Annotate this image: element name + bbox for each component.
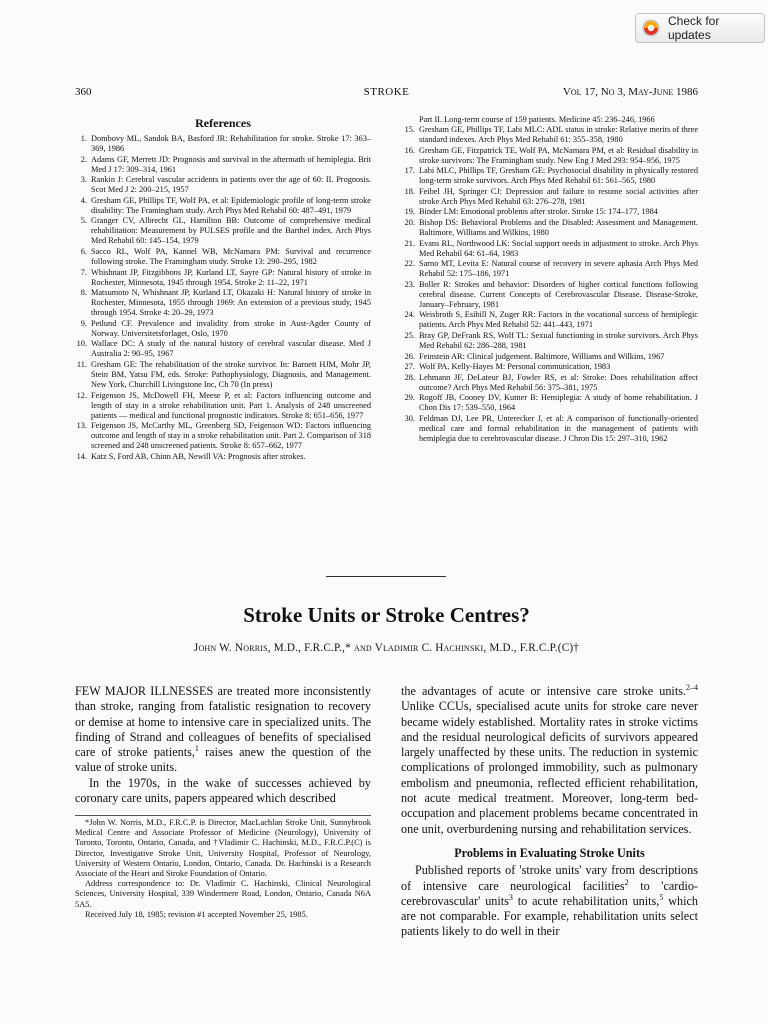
- reference-item: 3. Rankin J: Cerebral vascular accidents in patients over the age of 60: II. Prognosis. Scot Med J 2: 200–215, 1957: [80, 175, 371, 195]
- footnote-affiliation: *John W. Norris, M.D., F.R.C.P. is Director, MacLachlan Stroke Unit, Sunnybrook Medical Centre and Associate Professor of Medicine (Neurology), University of Toronto, Toronto, Ontario, Canada, and †Vladimir C. Hachinski, M.D., F.R.C.P.(C) is Director, Investigative Stroke Unit, University Hospital, Professor of Neurology, University of Western Ontario, London, Ontario, Canada. Dr. Hachinski is a Research Associate of the Heart and Stroke Foundation of Ontario.: [75, 818, 371, 879]
- reference-item: 5. Granger CV, Albrecht GL, Hamilton BB: Outcome of comprehensive medical rehabilitation: Measurement by PULSES profile and the Barthel index. Arch Phys Med Rehabil 60: 145–154, 1979: [80, 216, 371, 246]
- citation-marker: 2: [624, 877, 629, 887]
- running-head: [75, 86, 698, 102]
- section-subheading: Problems in Evaluating Stroke Units: [454, 845, 645, 860]
- footnote-correspondence: Address correspondence to: Dr. Vladimir C. Hachinski, Clinical Neurological Sciences, University Hospital, 339 Windermere Road, London, Ontario, Canada N6A 5A5.: [75, 879, 371, 909]
- reference-item: 16. Gresham GE, Fitzpatrick TE, Wolf PA, McNamara PM, et al: Residual disability in stroke survivors: The Framingham study. New Eng J Med 293: 954–956, 1975: [404, 145, 698, 165]
- section-divider: [326, 576, 446, 577]
- lead-in-text: FEW MAJOR ILLNESSES: [75, 684, 214, 698]
- reference-item: 9. Petlund CF. Prevalence and invalidity from stroke in Aust-Agder County of Norway. Universitetsforlaget, Oslo, 1970: [80, 318, 371, 338]
- body-paragraph: In the 1970s, in the wake of successes achieved by coronary care units, papers appeared which described: [75, 775, 371, 806]
- reference-item: 22. Sarno MT, Levita E: Natural course of recovery in severe aphasia Arch Phys Med Rehabil 52: 175–186, 1971: [404, 259, 698, 279]
- reference-item: 2. Adams GF, Merrett JD: Prognosis and survival in the aftermath of hemiplegia. Brit Med J 17: 309–314, 1961: [80, 154, 371, 174]
- reference-item: 18. Feibel JH, Springer CJ: Depression and failure to resume social activities after stroke Arch Phys Med Rehabil 63: 276–278, 1981: [404, 186, 698, 206]
- check-updates-icon: [642, 19, 660, 37]
- citation-marker: 3: [508, 892, 513, 902]
- journal-name: STROKE: [363, 86, 410, 98]
- reference-item: 1. Dombovy ML, Sandok BA, Basford JR: Rehabilitation for stroke. Stroke 17: 363–369, 1986: [80, 134, 371, 153]
- reference-item: 10. Wallace DC: A study of the natural history of cerebral vascular disease. Med J Australia 2: 90–95, 1967: [76, 339, 371, 359]
- issue-info: Vol 17, No 3, May-June 1986: [562, 86, 698, 98]
- author-footnotes: [75, 818, 371, 920]
- body-left-column: [75, 684, 371, 806]
- reference-continuation: Part II. Long-term course of 159 patients. Medicine 45: 236–246, 1966: [419, 115, 655, 124]
- footnote-rule: [75, 815, 371, 816]
- footnote-received: Received July 18, 1985; revision #1 accepted November 25, 1985.: [85, 909, 308, 919]
- citation-marker: 2–4: [686, 682, 698, 692]
- reference-item: 24. Weisbroth S, Esibill N, Zuger RR: Factors in the vocational success of hemiplegic patients. Arch Phys Med Rehabil 52: 441–443, 1971: [404, 310, 698, 330]
- reference-item: 27. Wolf PA, Kelly-Hayes M: Personal communication, 1983: [404, 362, 611, 372]
- reference-item: 29. Rogoff JB, Cooney DV, Kutner B: Hemiplegia: A study of home rehabilitation. J Chon Dis 17: 539–550, 1964: [404, 393, 698, 413]
- citation-marker: 1: [194, 744, 199, 754]
- reference-item: 7. Whishnant JP, Fitzgibbons JP, Kurland LT, Sayre GP: Natural history of stroke in Rochester, Minnesota, 1945 through 1954. Stroke 2: 11–22, 1971: [80, 267, 371, 287]
- references-heading: References: [195, 116, 251, 130]
- check-for-updates-label: Check for updates: [668, 14, 720, 42]
- reference-item: 28. Lehmann JF, DeLateur BJ, Fowler RS, et al: Stroke: Does rehabilitation affect outcome? Arch Phys Med Rehabil 56: 375–381, 1975: [404, 372, 698, 392]
- references-right-column: [403, 115, 698, 445]
- reference-item: 8. Matsumoto N, Whishnant JP, Kurland LT, Okazaki H: Natural history of stroke in Rochester, Minnesota, 1955 through 1969: An extension of a previous study, 1945 through 1954. Stroke 4: 20–29, 1973: [80, 288, 371, 318]
- body-right-column: [401, 684, 698, 940]
- reference-item: 4. Gresham GE, Phillips TF, Wolf PA, et al: Epidemiologic profile of long-term stroke disability: The Framingham study. Arch Phys Med Rehabil 60: 487–491, 1979: [80, 195, 371, 215]
- reference-item: 20. Bishop DS: Behavioral Problems and the Disabled: Assessment and Management. Baltimore, Williams and Wilkins, 1980: [404, 217, 698, 237]
- reference-item: 26. Feinstein AR: Clinical judgement. Baltimore, Williams and Wilkins, 1967: [404, 351, 665, 361]
- reference-item: 17. Labi MLC, Phillips TF, Gresham GE: Psychosocial disability in physically restored long-term stroke survivors. Arch Phys Med Rehabil 61: 561–565, 1980: [404, 166, 698, 186]
- reference-item: 14. Katz S, Ford AB, Chinn AB, Newill VA: Prognosis after strokes.: [76, 451, 306, 461]
- article-title: Stroke Units or Stroke Centres?: [243, 603, 530, 627]
- reference-item: 15. Gresham GE, Phillips TF, Labi MLC: ADL status in stroke: Relative merits of three standard indexes. Arch Phys Med Rehabil 61: 355–358, 1980: [404, 125, 698, 144]
- reference-item: 12. Feigenson JS, McDowell FH, Meese P, et al: Factors influencing outcome and length of stay in a stroke rehabilitation unit. Part 1. Analysis of 248 unscreened patients — medical and functional prognostic indicators. Stroke 8: 651–656, 1977: [76, 390, 371, 420]
- body-paragraph: FEW MAJOR ILLNESSES are treated more inconsistently than stroke, ranging from fatalistic resignation to recovery or demise at home to intensive care in specialized units. The finding of Strand and colleagues of benefits of specialised care of stroke patients,$^1$ raises anew the question of the value of stroke units.: [75, 684, 371, 775]
- citation-marker: 5: [659, 892, 664, 902]
- body-paragraph: the advantages of acute or intensive care stroke units.$^{2-4}$ Unlike CCUs, specialised acute units for stroke care never became widely established. Mortality rates in stroke victims and the residual neurological deficits of survivors appeared largely unaffected by these units. The reduction in systemic complications of prolonged immobility, such as pulmonary embolism and pneumonia, reflected efficient rehabilitation, not acute medical treatment. Moreover, long-term bed-occupation and placement problems became concentrated in one unit, overburdening nursing and rehabilitation services.: [401, 682, 698, 836]
- body-paragraph: Published reports of 'stroke units' vary from descriptions of intensive care neurological facilities$^2$ to 'cardio-cerebrovascular' units$^3$ to acute rehabilitation units,$^5$ which are not comparable. For example, rehabilitation units select patients likely to do well in their: [401, 863, 698, 939]
- check-for-updates-button[interactable]: [635, 13, 765, 43]
- references-left-column: [75, 134, 371, 462]
- reference-item: 25. Bray GP, DeFrank RS, Wolf TL: Sexual functioning in stroke survivors. Arch Phys Med Rehabil 62: 286–288, 1981: [404, 330, 698, 350]
- article-authors: John W. Norris, M.D., F.R.C.P.,* and Vladimir C. Hachinski, M.D., F.R.C.P.(C)†: [193, 642, 580, 654]
- reference-item: 11. Gresham GE: The rehabilitation of the stroke survivor. In: Barnett HJM, Mohr JP, Stein BM, Yatsu FM, eds. Stroke: Pathophysiology, Diagnosis, and Management. New York, Churchill Livingstone Inc, Ch 70 (In press): [76, 359, 371, 389]
- reference-item: 6. Sacco RL, Wolf PA, Kannel WB, McNamara PM: Survival and recurrence following stroke. The Framingham study. Stroke 13: 290–295, 1982: [80, 246, 371, 266]
- reference-item: 19. Binder LM: Emotional problems after stroke. Stroke 15: 174–177, 1984: [404, 207, 658, 217]
- reference-item: 21. Evans RL, Northwood LK: Social support needs in adjustment to stroke. Arch Phys Med Rehabil 64: 61–64, 1983: [404, 238, 698, 258]
- reference-item: 30. Feldman DJ, Lee PR, Unterecker J, et al: A comparison of functionally-oriented medical care and formal rehabilitation in the management of patients with hemiplegia due to cerebrovascular disease. J Chron Dis 15: 297–310, 1962: [404, 413, 698, 443]
- reference-item: 23. Boller R: Strokes and behavior: Disorders of higher cortical functions following cerebral disease. Current Concepts of Cerebrovascular Disease. Disease-Stroke, January–February, 1981: [404, 279, 698, 309]
- page-number: 360: [75, 86, 92, 98]
- reference-item: 13. Feigenson JS, McCarthy ML, Greenberg SD, Feigenson WD: Factors influencing outcome and length of stay in a stroke rehabilitation unit. Part 2. Comparison of 318 screened and 248 unscreened patients. Stroke 8: 657–662, 1977: [76, 421, 371, 451]
